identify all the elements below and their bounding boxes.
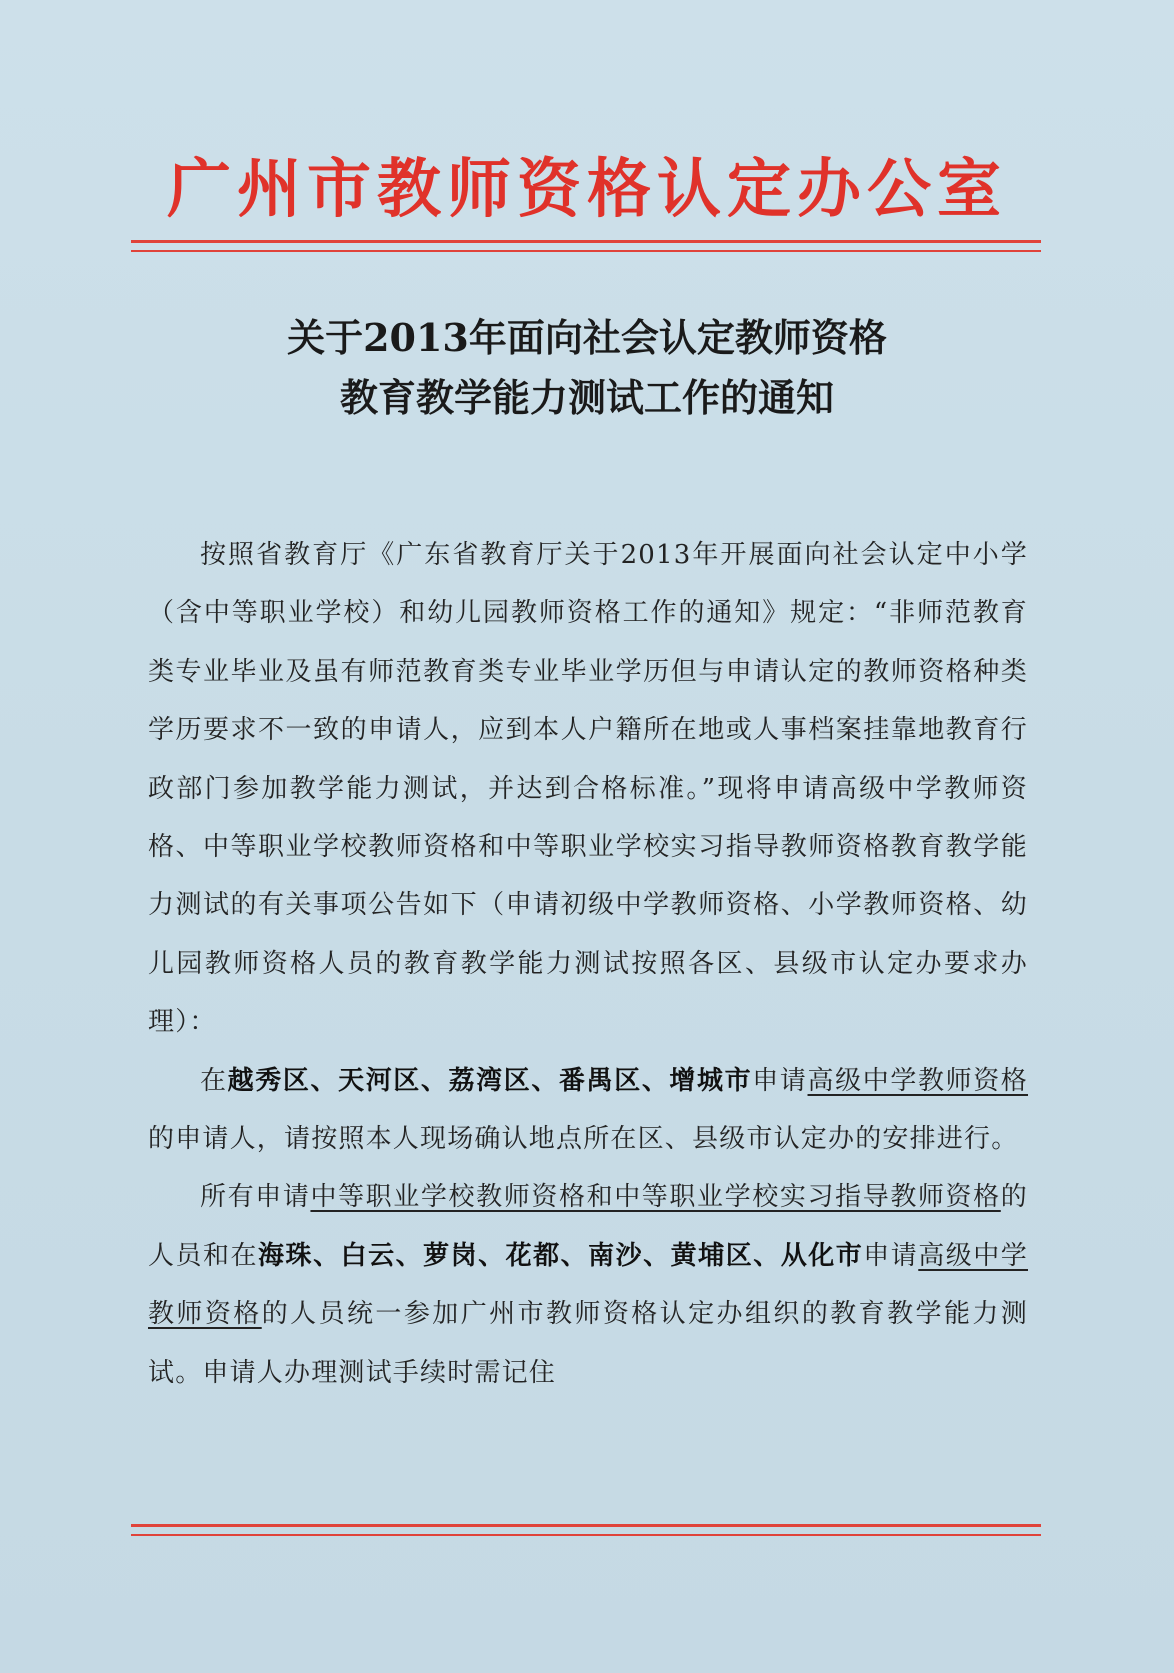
p3-text-1: 所有申请	[200, 1182, 311, 1213]
p3-text-2: 的人员和在	[148, 1182, 1028, 1271]
p3-qualification-1: 中等职业学校教师资格和中等职业学校实习指导教师资格	[310, 1182, 1001, 1213]
p2-text-2: 申请	[752, 1065, 808, 1096]
p3-qualification-2: 高级中学教师资格	[148, 1240, 1028, 1330]
paragraph-1: 按照省教育厅《广东省教育厅关于2013年开展面向社会认定中小学（含中等职业学校）和幼儿园教师资格工作的通知》规定：“非师范教育类专业毕业及虽有师范教育类专业毕业学历但与申请认定的教师资格种类学历要求不一致的申请人，应到本人户籍所在地或人事档案挂靠地教育行政部门参加教学能力测试，并达到合格标准。”现将申请高级中学教师资格、中等职业学校教师资格和中等职业学校实习指导教师资格教育教学能力测试的有关事项公告如下（申请初级中学教师资格、小学教师资格、幼儿园教师资格人员的教育教学能力测试按照各区、县级市认定办要求办理）：	[148, 540, 1028, 1038]
paragraph-2	[148, 1052, 1028, 1169]
notice-body	[148, 526, 1028, 1402]
p3-text-4: 的人员统一参加广州市教师资格认定办组织的教育教学能力测试。申请人办理测试手续时需记住	[148, 1299, 1028, 1388]
p2-qualification: 高级中学教师资格	[807, 1065, 1029, 1096]
notice-title-line2: 教育教学能力测试工作的通知	[339, 375, 834, 420]
masthead-rule-bottom	[131, 250, 1041, 252]
p2-districts: 越秀区、天河区、荔湾区、番禺区、增城市	[227, 1065, 753, 1096]
p3-districts: 海珠、白云、萝岗、花都、南沙、黄埔区、从化市	[258, 1240, 864, 1271]
p3-text-3: 申请	[863, 1240, 919, 1271]
masthead-rule-top	[131, 240, 1041, 243]
footer-rule-top	[131, 1524, 1041, 1527]
p2-text-3: 的申请人，请按照本人现场确认地点所在区、县级市认定办的安排进行。	[148, 1124, 1019, 1155]
notice-title-line1: 关于2013年面向社会认定教师资格	[287, 315, 887, 360]
p2-text-1: 在	[200, 1065, 228, 1096]
paragraph-3	[148, 1168, 1028, 1402]
footer-rule-bottom	[131, 1534, 1041, 1536]
masthead-title: 广州市教师资格认定办公室	[167, 152, 1007, 227]
